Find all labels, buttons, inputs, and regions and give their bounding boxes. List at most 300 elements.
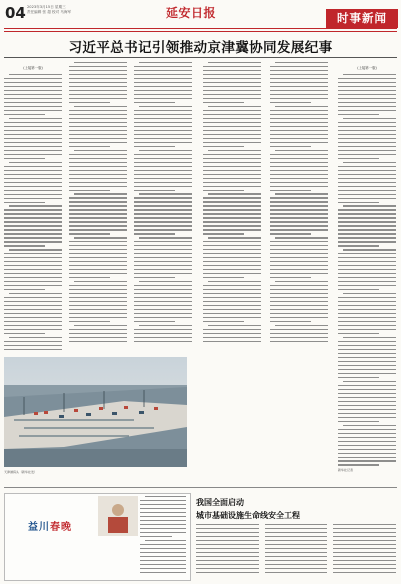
text-line [203, 138, 261, 139]
text-line [338, 309, 396, 310]
text-line [270, 182, 328, 183]
text-line [270, 134, 328, 135]
text-line [203, 114, 261, 115]
text-line [69, 221, 127, 222]
text-line [265, 528, 328, 529]
text-line [69, 249, 127, 250]
text-line [4, 309, 62, 310]
main-headline: 习近平总书记引领推动京津冀协同发展纪事 [68, 40, 333, 56]
text-line [270, 265, 328, 266]
text-line [270, 166, 328, 167]
text-line [140, 524, 186, 525]
text-line [140, 504, 186, 505]
text-line [203, 122, 261, 123]
text-line [134, 154, 192, 155]
text-line [333, 532, 396, 533]
text-line [134, 253, 192, 254]
text-line [203, 86, 261, 87]
text-line [196, 544, 259, 545]
text-line [134, 70, 192, 71]
text-line [203, 333, 261, 334]
text-line [203, 321, 244, 322]
text-line [270, 146, 311, 147]
text-line [134, 249, 192, 250]
article-column-4 [203, 62, 261, 345]
text-line [4, 102, 62, 103]
text-line [338, 241, 396, 242]
text-line [270, 333, 328, 334]
text-line [4, 86, 62, 87]
text-line [4, 261, 62, 262]
text-line [338, 217, 396, 218]
text-line [139, 150, 192, 151]
text-line [265, 540, 328, 541]
text-line [4, 273, 62, 274]
text-line [270, 269, 328, 270]
text-line [333, 528, 396, 529]
text-line [69, 142, 127, 143]
text-line [338, 297, 396, 298]
text-line [203, 98, 261, 99]
text-line [196, 572, 259, 573]
text-line [134, 90, 192, 91]
text-line [343, 74, 396, 75]
text-line [134, 82, 192, 83]
text-line [4, 217, 62, 218]
text-line [134, 146, 175, 147]
text-line [270, 114, 328, 115]
text-line [270, 122, 328, 123]
text-line [69, 225, 127, 226]
text-line [270, 257, 328, 258]
text-line [203, 205, 261, 206]
text-line [270, 110, 328, 111]
text-line [338, 385, 396, 386]
text-line [4, 301, 62, 302]
text-line [140, 560, 186, 561]
text-line [343, 425, 396, 426]
text-line [69, 213, 127, 214]
continued-marker: (上接第一版) [23, 66, 43, 70]
text-line [338, 281, 396, 282]
text-line [134, 114, 192, 115]
text-line [69, 209, 127, 210]
text-line [265, 552, 328, 553]
text-line [270, 305, 328, 306]
text-line [270, 209, 328, 210]
text-line [203, 90, 261, 91]
text-line [4, 281, 62, 282]
text-line [343, 293, 396, 294]
text-line [69, 114, 127, 115]
text-line [203, 134, 261, 135]
text-line [338, 106, 396, 107]
text-line [196, 568, 259, 569]
text-line [338, 150, 396, 151]
text-line [333, 548, 396, 549]
text-line [338, 209, 396, 210]
text-line [134, 309, 192, 310]
text-line [134, 182, 192, 183]
text-line [270, 142, 328, 143]
text-line [203, 146, 244, 147]
text-line [4, 142, 62, 143]
bottom-divider [4, 487, 397, 488]
text-line [69, 245, 127, 246]
text-line [4, 317, 62, 318]
text-line [338, 90, 396, 91]
issue-date: 2023年3月15日 星期三 [27, 5, 66, 9]
text-line [69, 94, 127, 95]
text-line [69, 293, 127, 294]
text-line [4, 245, 45, 246]
text-line [338, 174, 396, 175]
text-line [203, 186, 261, 187]
text-line [69, 197, 127, 198]
text-line [203, 337, 261, 338]
text-line [203, 78, 261, 79]
text-line [139, 106, 192, 107]
text-line [4, 325, 62, 326]
text-line [333, 540, 396, 541]
text-line [69, 309, 127, 310]
text-line [134, 293, 192, 294]
text-line [270, 201, 328, 202]
text-line [4, 265, 62, 266]
text-line [69, 102, 110, 103]
text-line [265, 532, 328, 533]
text-line [338, 449, 396, 450]
text-line [9, 293, 62, 294]
text-line [139, 281, 192, 282]
column-text [338, 74, 396, 466]
text-line [265, 548, 328, 549]
text-line [338, 405, 396, 406]
text-line [338, 265, 396, 266]
text-line [338, 225, 396, 226]
text-line [4, 341, 62, 342]
text-line [270, 261, 328, 262]
text-line [270, 301, 328, 302]
text-line [338, 377, 379, 378]
text-line [134, 341, 192, 342]
text-line [4, 329, 62, 330]
text-line [134, 213, 192, 214]
text-line [69, 82, 127, 83]
text-line [69, 166, 127, 167]
text-line [134, 122, 192, 123]
text-line [134, 118, 192, 119]
text-line [134, 102, 175, 103]
text-line [69, 297, 127, 298]
text-line [134, 245, 192, 246]
text-line [69, 66, 127, 67]
text-line [140, 536, 172, 537]
text-line [74, 106, 127, 107]
text-line [338, 437, 396, 438]
text-line [265, 568, 328, 569]
text-line [69, 333, 127, 334]
text-line [338, 389, 396, 390]
text-line [338, 369, 396, 370]
text-line [270, 126, 328, 127]
text-line [145, 496, 186, 497]
text-line [203, 249, 261, 250]
text-line [203, 293, 261, 294]
text-line [203, 118, 261, 119]
text-line [338, 417, 396, 418]
text-line [69, 186, 127, 187]
text-line [4, 202, 45, 203]
secondary-headline-line-1: 我国全面启动 [196, 497, 244, 507]
text-line [338, 82, 396, 83]
text-line [4, 78, 62, 79]
text-line [134, 142, 192, 143]
text-line [4, 174, 62, 175]
text-line [203, 313, 261, 314]
column-text [270, 62, 328, 342]
text-line [9, 249, 62, 250]
text-line [270, 213, 328, 214]
text-line [4, 285, 62, 286]
text-line [4, 170, 62, 171]
text-line [69, 190, 110, 191]
text-line [203, 170, 261, 171]
text-line [338, 421, 379, 422]
text-line [338, 102, 396, 103]
text-line [203, 305, 261, 306]
text-line [140, 512, 186, 513]
text-line [139, 193, 192, 194]
text-line [203, 289, 261, 290]
text-line [4, 130, 62, 131]
text-line [69, 86, 127, 87]
text-line [270, 82, 328, 83]
text-line [203, 297, 261, 298]
text-line [139, 325, 192, 326]
text-line [4, 82, 62, 83]
text-line [338, 464, 379, 465]
text-line [134, 297, 192, 298]
text-line [4, 134, 62, 135]
text-line [270, 154, 328, 155]
text-line [69, 305, 127, 306]
text-line [270, 217, 328, 218]
text-line [69, 182, 127, 183]
text-line [338, 182, 396, 183]
text-line [338, 261, 396, 262]
text-line [338, 429, 396, 430]
text-line [338, 257, 396, 258]
text-line [270, 78, 328, 79]
column-text [4, 74, 62, 350]
text-line [69, 257, 127, 258]
text-line [208, 106, 261, 107]
text-line [134, 138, 192, 139]
text-line [338, 413, 396, 414]
text-line [270, 337, 328, 338]
text-line [196, 532, 259, 533]
text-line [333, 568, 396, 569]
text-line [270, 170, 328, 171]
article-column-2 [69, 62, 127, 345]
text-line [203, 209, 261, 210]
text-line [69, 269, 127, 270]
text-line [338, 186, 396, 187]
text-line [338, 289, 379, 290]
text-line [4, 114, 45, 115]
text-line [196, 524, 259, 525]
text-line [134, 265, 192, 266]
text-line [270, 293, 328, 294]
text-line [134, 273, 192, 274]
text-line [338, 317, 396, 318]
text-line [338, 349, 396, 350]
text-line [196, 528, 259, 529]
text-line [4, 186, 62, 187]
text-line [4, 277, 62, 278]
text-row [196, 572, 396, 576]
text-line [69, 78, 127, 79]
text-line [338, 393, 396, 394]
text-line [69, 126, 127, 127]
text-line [69, 285, 127, 286]
text-line [134, 126, 192, 127]
text-line [4, 233, 62, 234]
text-line [275, 150, 328, 151]
text-line [134, 317, 192, 318]
text-line [338, 98, 396, 99]
text-line [140, 572, 186, 573]
text-line [134, 337, 192, 338]
text-line [203, 221, 261, 222]
text-line [4, 321, 62, 322]
text-line [4, 194, 62, 195]
text-line [134, 241, 192, 242]
text-line [338, 245, 379, 246]
text-line [4, 345, 62, 346]
text-line [338, 134, 396, 135]
newspaper-logo: 延安日报 [166, 6, 217, 20]
text-line [203, 130, 261, 131]
text-line [203, 229, 261, 230]
text-line [140, 544, 186, 545]
text-line [203, 166, 261, 167]
text-line [270, 317, 328, 318]
text-line [270, 138, 328, 139]
text-line [69, 313, 127, 314]
text-line [270, 66, 328, 67]
text-line [338, 170, 396, 171]
text-line [203, 213, 261, 214]
text-line [338, 94, 396, 95]
text-line [4, 190, 62, 191]
ad-logo-part-a: 益川 [28, 522, 50, 533]
text-line [343, 337, 396, 338]
text-line [270, 285, 328, 286]
text-line [69, 178, 127, 179]
text-line [203, 265, 261, 266]
text-line [4, 237, 62, 238]
text-line [343, 205, 396, 206]
text-line [134, 174, 192, 175]
text-line [338, 110, 396, 111]
text-line [338, 277, 396, 278]
text-line [134, 201, 192, 202]
text-line [333, 544, 396, 545]
text-line [270, 94, 328, 95]
text-line [208, 237, 261, 238]
text-line [338, 365, 396, 366]
text-line [134, 74, 192, 75]
text-line [203, 70, 261, 71]
text-line [270, 241, 328, 242]
text-line [270, 277, 311, 278]
text-line [134, 170, 192, 171]
text-line [69, 321, 110, 322]
text-line [203, 197, 261, 198]
text-line [74, 281, 127, 282]
text-line [69, 229, 127, 230]
text-line [134, 130, 192, 131]
text-line [338, 221, 396, 222]
text-line [338, 361, 396, 362]
issue-info [27, 5, 71, 15]
text-line [69, 253, 127, 254]
text-line [338, 353, 396, 354]
text-line [203, 74, 261, 75]
text-line [270, 90, 328, 91]
ad-logo [28, 518, 72, 533]
text-line [333, 552, 396, 553]
text-line [134, 86, 192, 87]
issue-editors: 责任编辑 张 超 校对 马海军 [27, 10, 72, 14]
text-line [4, 289, 45, 290]
text-line [140, 564, 186, 565]
text-line [338, 341, 396, 342]
text-line [4, 297, 62, 298]
text-line [196, 552, 259, 553]
text-line [203, 182, 261, 183]
text-line [69, 118, 127, 119]
text-line [338, 285, 396, 286]
text-line [134, 229, 192, 230]
text-line [9, 205, 62, 206]
text-line [270, 249, 328, 250]
text-line [270, 102, 311, 103]
text-line [69, 241, 127, 242]
text-line [338, 321, 396, 322]
text-line [74, 62, 127, 63]
text-line [275, 193, 328, 194]
text-line [203, 233, 244, 234]
text-line [338, 325, 396, 326]
text-line [134, 190, 175, 191]
text-line [134, 66, 192, 67]
text-line [69, 74, 127, 75]
text-line [338, 194, 396, 195]
text-line [134, 257, 192, 258]
text-line [4, 178, 62, 179]
text-line [4, 182, 62, 183]
text-line [338, 86, 396, 87]
text-line [69, 138, 127, 139]
text-line [196, 564, 259, 565]
text-line [139, 62, 192, 63]
text-line [333, 556, 396, 557]
text-line [69, 146, 110, 147]
text-line [134, 261, 192, 262]
